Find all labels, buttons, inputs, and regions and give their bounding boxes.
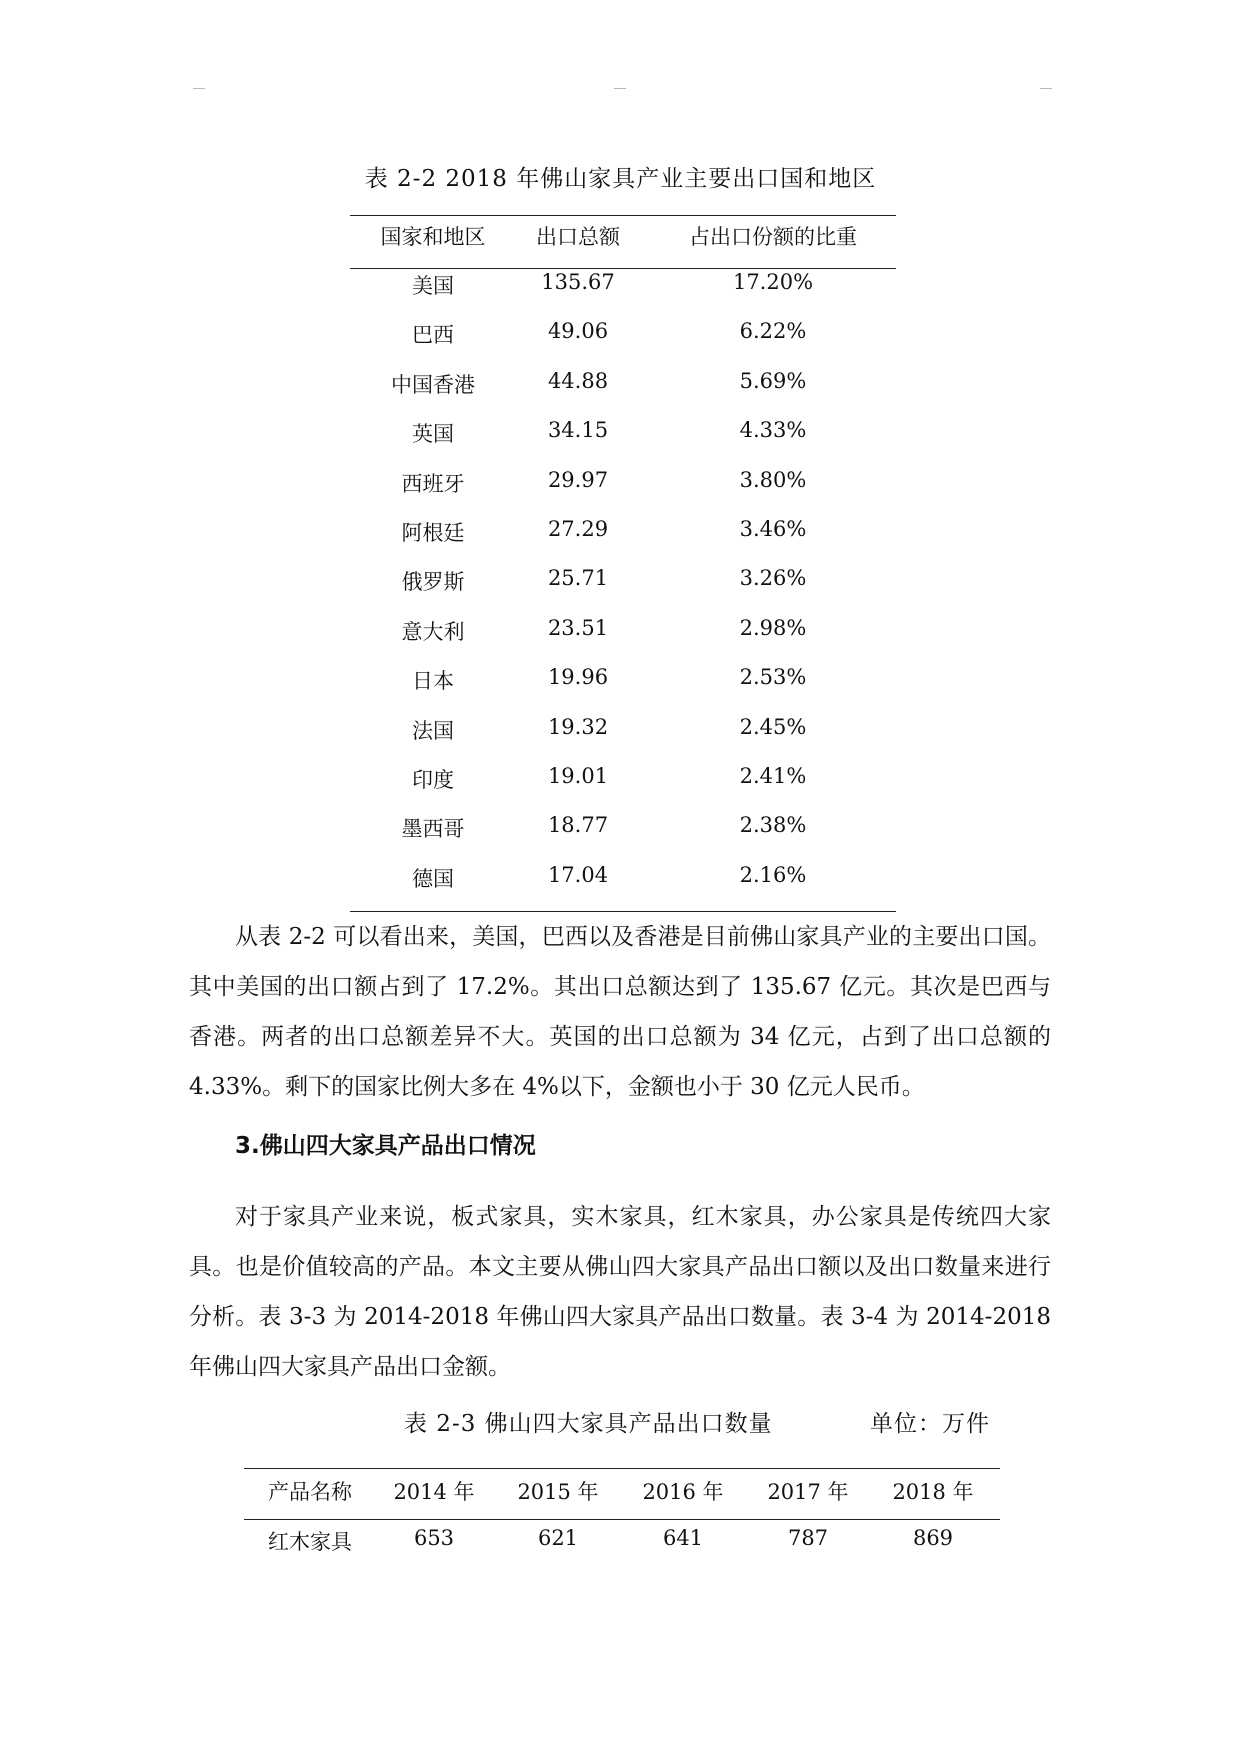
table2-header-cell: 2016 年	[642, 1480, 724, 1504]
table1-cell: 29.97	[547, 467, 609, 492]
table1-title: 表 2-2 2018 年佛山家具产业主要出口国和地区	[364, 166, 877, 192]
header-mark-right	[1040, 88, 1052, 89]
table1-header-cell: 国家和地区	[380, 225, 486, 249]
table1-cell: 135.67	[541, 270, 615, 294]
paragraph-2: 对于家具产业来说，板式家具，实木家具，红木家具，办公家具是传统四大家具。也是价值较高的产品。本文主要从佛山四大家具产品出口额以及出口数量来进行分析。表 3-3 为 2014-2018 年佛山四大家具产品出口数量。表 3-4 为 2014-2018 年佛山四大家具产品出口金额。	[189, 1204, 1051, 1380]
table1-header-cell: 出口总额	[536, 225, 620, 249]
table2-header-rule	[244, 1519, 1000, 1520]
table1-top-rule	[350, 215, 896, 216]
table1-cell: 印度	[412, 768, 454, 792]
table2-title: 表 2-3 佛山四大家具产品出口数量	[404, 1411, 773, 1437]
table1-cell: 6.22%	[739, 319, 807, 344]
table1-cell: 日本	[412, 669, 454, 694]
table1-cell: 18.77	[547, 813, 609, 838]
table1-cell: 44.88	[547, 368, 609, 393]
header-mark-left	[193, 88, 205, 89]
table1-cell: 27.29	[547, 517, 609, 541]
table2-cell: 621	[537, 1526, 579, 1550]
table2-header-cell: 2014 年	[393, 1480, 475, 1504]
table1-cell: 2.41%	[739, 764, 807, 788]
table1-cell: 5.69%	[739, 368, 807, 393]
table1-cell: 23.51	[547, 615, 609, 640]
table1-cell: 俄罗斯	[401, 570, 465, 595]
table1-cell: 25.71	[547, 566, 609, 591]
table2-cell: 787	[787, 1526, 829, 1550]
paragraph-1: 从表 2-2 可以看出来，美国，巴西以及香港是目前佛山家具产业的主要出口国。其中美国的出口额占到了 17.2%。其出口总额达到了 135.67 亿元。其次是巴西与香港。两者的出口总额差异不大。英国的出口总额为 34 亿元，占到了出口总额的 4.33%。剩下的国家比例大多在 4%以下，金额也小于 30 亿元人民币。	[189, 924, 1051, 1100]
table1-cell: 17.04	[547, 862, 609, 887]
table2-header-cell: 2015 年	[517, 1480, 599, 1504]
table2-cell: 红木家具	[268, 1530, 352, 1554]
table2-cell: 653	[413, 1526, 455, 1550]
table1-cell: 中国香港	[391, 372, 475, 397]
table2-cell: 641	[662, 1526, 704, 1550]
table2-top-rule	[244, 1468, 1000, 1469]
table1-cell: 墨西哥	[401, 817, 465, 842]
table1-cell: 3.26%	[739, 566, 807, 591]
table1-cell: 2.98%	[739, 615, 807, 640]
table1-cell: 意大利	[401, 619, 465, 644]
table1-header-cell: 占出口份额的比重	[689, 225, 857, 249]
table1-cell: 2.38%	[739, 813, 807, 838]
table2-unit: 单位：万件	[870, 1411, 990, 1437]
table1-cell: 德国	[412, 866, 454, 891]
section-heading: 3.佛山四大家具产品出口情况	[235, 1133, 536, 1159]
table1-cell: 2.45%	[739, 714, 807, 739]
table1-cell: 巴西	[412, 323, 454, 348]
table1-header-rule	[350, 268, 896, 269]
table1-cell: 4.33%	[739, 418, 807, 443]
table1-cell: 2.53%	[739, 665, 807, 690]
table1-cell: 西班牙	[401, 471, 465, 496]
table1-cell: 英国	[412, 422, 454, 447]
table1-cell: 49.06	[547, 319, 609, 344]
table1-cell: 美国	[412, 274, 454, 298]
table2-cell: 869	[912, 1526, 954, 1550]
table2-header-cell: 2018 年	[892, 1480, 974, 1504]
table1-cell: 2.16%	[739, 862, 807, 887]
table1-cell: 19.96	[547, 665, 609, 690]
table1-cell: 阿根廷	[401, 521, 465, 545]
table1-cell: 19.01	[547, 764, 609, 788]
table1-cell: 34.15	[547, 418, 609, 443]
header-mark-center	[614, 88, 626, 89]
table1-cell: 17.20%	[732, 270, 814, 294]
table1-cell: 3.80%	[739, 467, 807, 492]
table2-header-cell: 产品名称	[268, 1480, 352, 1504]
table1-cell: 19.32	[547, 714, 609, 739]
table2-header-cell: 2017 年	[767, 1480, 849, 1504]
table1-cell: 3.46%	[739, 517, 807, 541]
table1-cell: 法国	[412, 718, 454, 743]
